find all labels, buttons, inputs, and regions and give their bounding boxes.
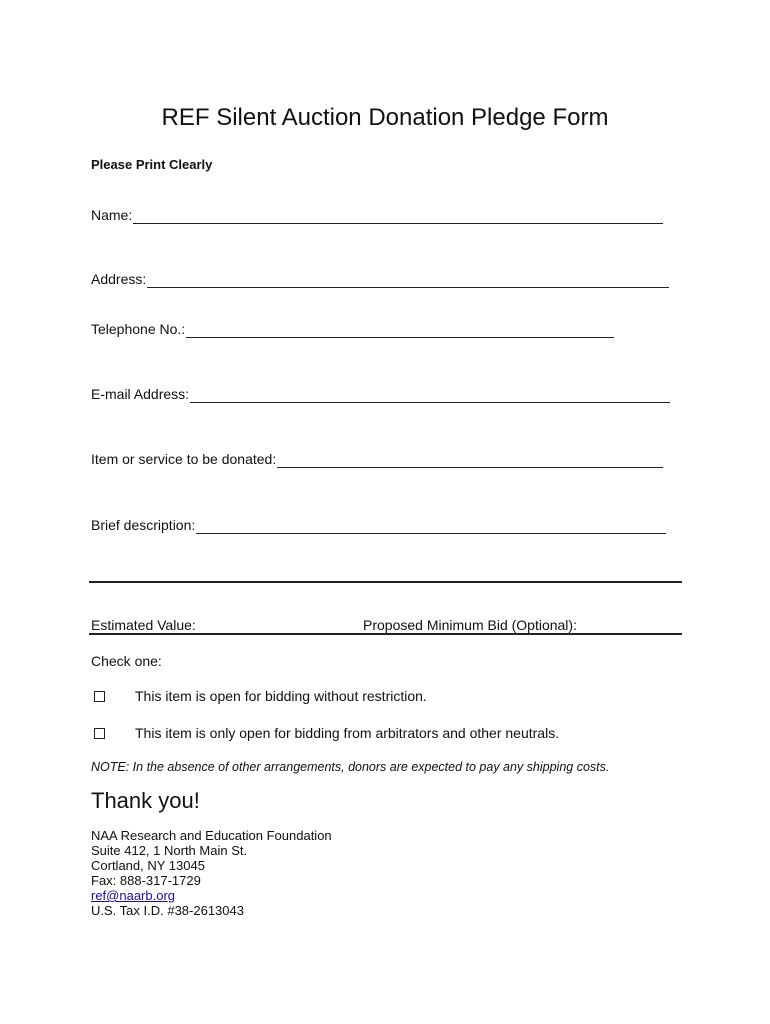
city-state-zip: Cortland, NY 13045 (91, 858, 205, 873)
email-field[interactable] (91, 385, 670, 403)
option-open-bidding[interactable] (91, 688, 427, 704)
address-line[interactable] (147, 273, 669, 288)
contact-block (91, 828, 332, 918)
item-line[interactable] (277, 453, 663, 468)
name-line[interactable] (133, 209, 663, 224)
address-label: Address: (91, 271, 147, 287)
telephone-field[interactable] (91, 320, 614, 338)
option-restricted-bidding[interactable] (91, 725, 559, 741)
description-label: Brief description: (91, 517, 196, 533)
item-field[interactable] (91, 450, 663, 468)
proposed-min-bid-label: Proposed Minimum Bid (Optional): (363, 617, 577, 633)
option-open-bidding-label: This item is open for bidding without restriction. (135, 688, 427, 704)
item-label: Item or service to be donated: (91, 451, 277, 467)
check-one-label: Check one: (91, 653, 162, 669)
name-field[interactable] (91, 206, 663, 224)
tax-id: U.S. Tax I.D. #38-2613043 (91, 903, 244, 918)
checkbox-open-bidding[interactable] (94, 691, 105, 702)
shipping-note: NOTE: In the absence of other arrangements, donors are expected to pay any shipping costs. (91, 760, 610, 774)
description-line[interactable] (196, 519, 666, 534)
email-label: E-mail Address: (91, 386, 190, 402)
description-continuation-line[interactable] (89, 581, 682, 583)
description-field[interactable] (91, 516, 666, 534)
print-clearly-note: Please Print Clearly (91, 157, 213, 172)
email-link[interactable]: ref@naarb.org (91, 888, 176, 903)
checkbox-restricted-bidding[interactable] (94, 728, 105, 739)
estimated-value-label: Estimated Value: (91, 617, 196, 633)
value-line[interactable] (89, 633, 682, 635)
thank-you-heading: Thank you! (91, 788, 200, 813)
telephone-line[interactable] (186, 323, 614, 338)
option-restricted-bidding-label: This item is only open for bidding from arbitrators and other neutrals. (135, 725, 560, 741)
org-name: NAA Research and Education Foundation (91, 828, 332, 843)
email-line[interactable] (190, 388, 670, 403)
form-title: REF Silent Auction Donation Pledge Form (161, 104, 609, 131)
name-label: Name: (91, 207, 133, 223)
fax-number: Fax: 888-317-1729 (91, 873, 201, 888)
address-field[interactable] (91, 270, 669, 288)
telephone-label: Telephone No.: (91, 321, 186, 337)
street-address: Suite 412, 1 North Main St. (91, 843, 248, 858)
